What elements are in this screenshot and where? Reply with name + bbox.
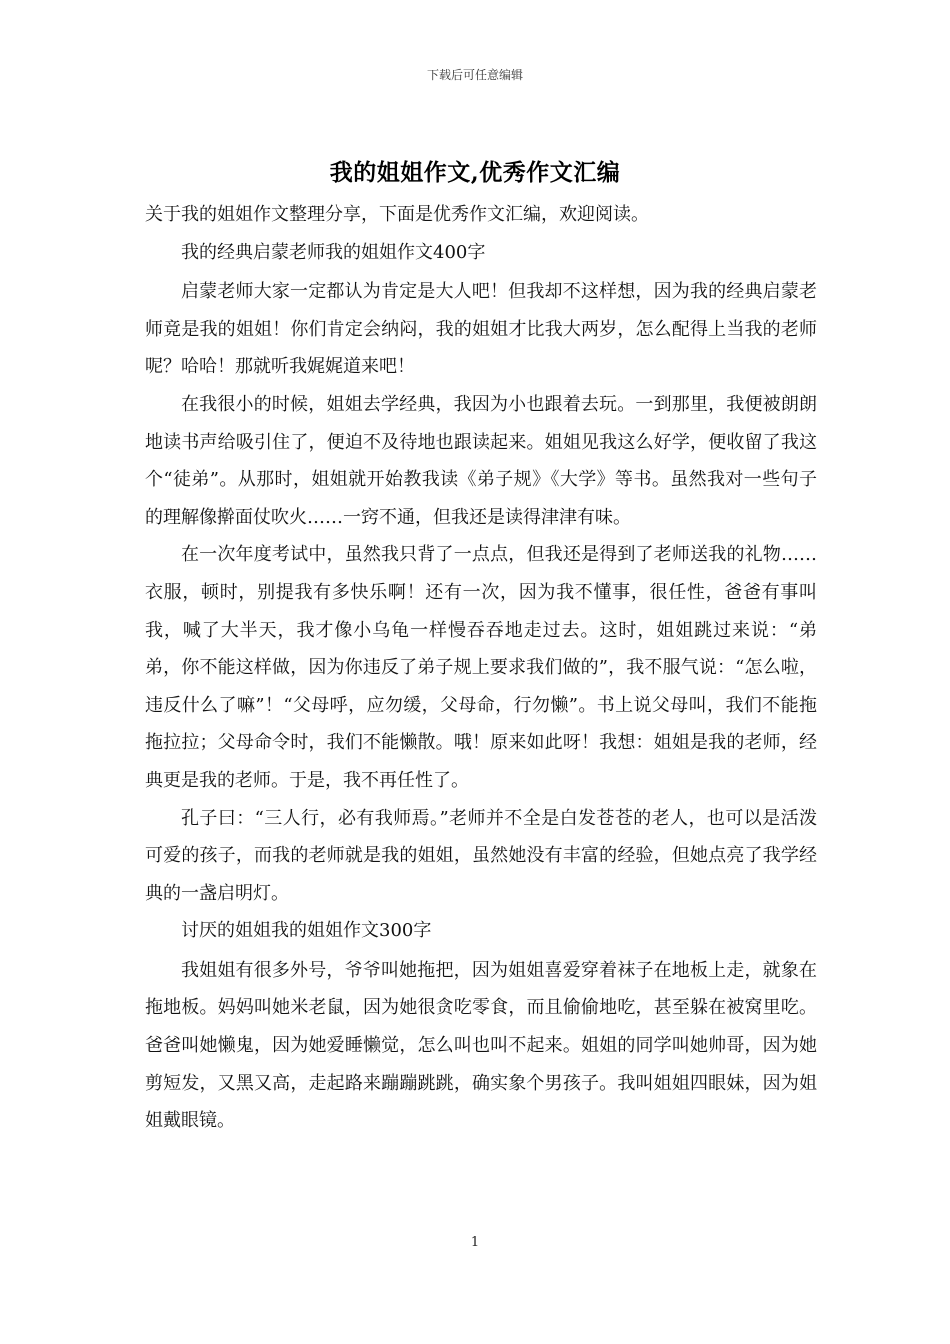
paragraph: 我姐姐有很多外号，爷爷叫她拖把，因为姐姐喜爱穿着袜子在地板上走，就象在拖地板。妈妈叫她米老鼠，因为她很贪吃零食，而且偷偷地吃，甚至躲在被窝里吃。爸爸叫她懒鬼，因为她爱睡懒觉，怎么叫也叫不起来。姐姐的同学叫她帅哥，因为她剪短发，又黑又高，走起路来蹦蹦跳跳，确实象个男孩子。我叫姐姐四眼妹，因为姐姐戴眼镜。 [145,959,817,1132]
essay-heading: 我的经典启蒙老师我的姐姐作文400字 [181,241,486,263]
page-header-note: 下载后可任意编辑 [426,68,523,82]
paragraph: 在我很小的时候，姐姐去学经典，我因为小也跟着去玩。一到那里，我便被朗朗地读书声给吸引住了，便迫不及待地也跟读起来。姐姐见我这么好学，便收留了我这个“徒弟”。从那时，姐姐就开始教我读《弟子规》《大学》等书。虽然我对一些句子的理解像擀面仗吹火……一窍不通，但我还是读得津津有味。 [145,393,817,528]
paragraph: 在一次年度考试中，虽然我只背了一点点，但我还是得到了老师送我的礼物……衣服，顿时，别提我有多快乐啊！还有一次，因为我不懂事，很任性，爸爸有事叫我，喊了大半天，我才像小乌龟一样慢吞吞地走过去。这时，姐姐跳过来说：“弟弟，你不能这样做，因为你违反了弟子规上要求我们做的”，我不服气说：“怎么啦，违反什么了嘛”！“父母呼，应勿缓，父母命，行勿懒”。书上说父母叫，我们不能拖拖拉拉；父母命令时，我们不能懒散。哦！原来如此呀！我想：姐姐是我的老师，经典更是我的老师。于是，我不再任性了。 [145,544,817,791]
intro-paragraph: 关于我的姐姐作文整理分享，下面是优秀作文汇编，欢迎阅读。 [145,204,649,225]
page-number: 1 [470,1235,480,1250]
document-title: 我的姐姐作文,优秀作文汇编 [329,159,621,186]
paragraph: 孔子曰：“三人行，必有我师焉。”老师并不全是白发苍苍的老人，也可以是活泼可爱的孩子，而我的老师就是我的姐姐，虽然她没有丰富的经验，但她点亮了我学经典的一盏启明灯。 [145,807,817,904]
essay-heading: 讨厌的姐姐我的姐姐作文300字 [181,920,432,942]
paragraph: 启蒙老师大家一定都认为肯定是大人吧！但我却不这样想，因为我的经典启蒙老师竟是我的姐姐！你们肯定会纳闷，我的姐姐才比我大两岁，怎么配得上当我的老师呢？哈哈！那就听我娓娓道来吧！ [145,281,817,378]
document-body [145,196,817,1140]
